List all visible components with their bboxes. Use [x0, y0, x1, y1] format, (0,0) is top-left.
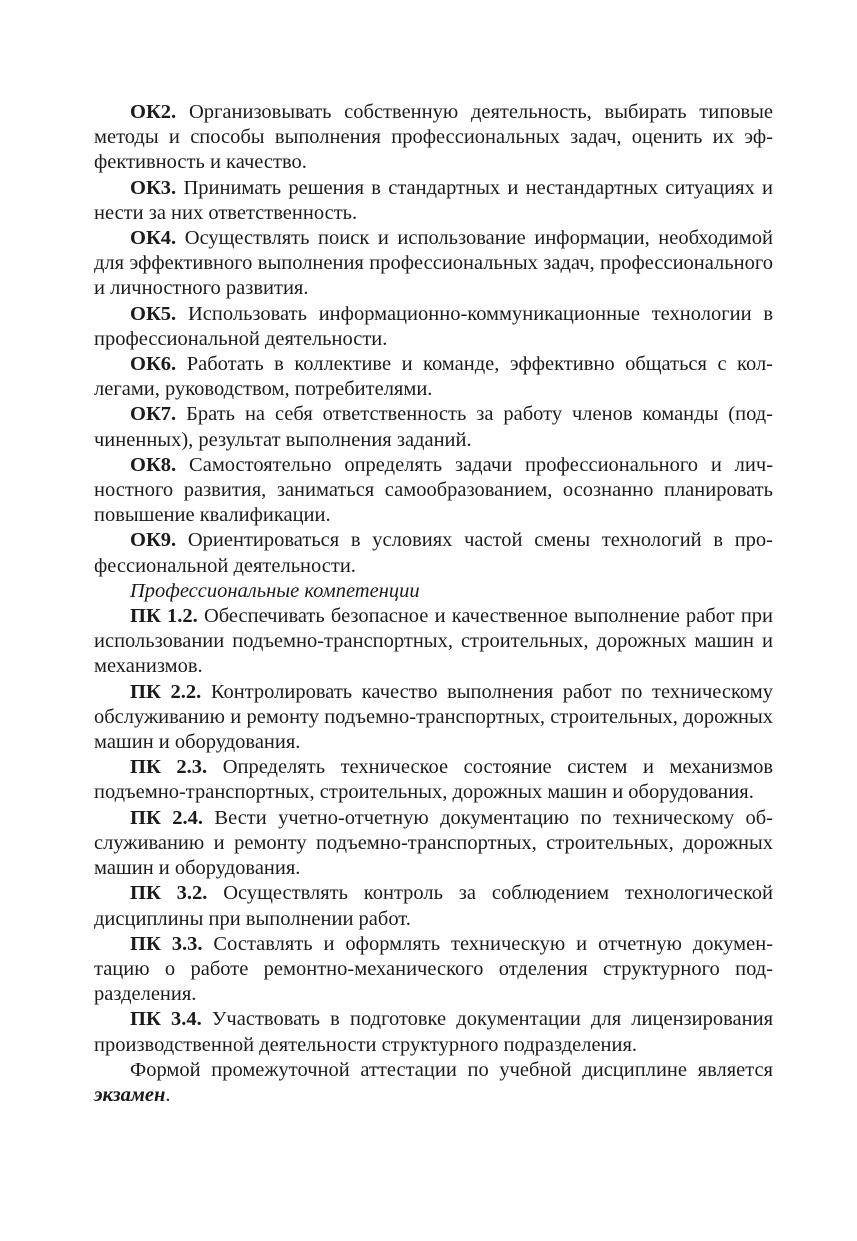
competency-text: Вести учетно-отчетную документацию по техническому обслуживанию и ремонту подъемно-транспортных, строительных, дорожных машин и оборудования. [94, 806, 773, 880]
competency-text: Обеспечивать безопасное и качественное выполнение работ при использовании подъемно-транспортных, строительных, дорожных машин и механизмов. [94, 605, 774, 678]
competency-code: ОК4. [130, 227, 177, 250]
competency-text: Ориентироваться в условиях частой смены технологий в профессиональной деятельности. [94, 529, 773, 577]
competency-code: ОК3. [130, 176, 177, 199]
competency-ok6 [94, 352, 773, 402]
competency-ok2 [94, 100, 773, 176]
competency-ok3 [94, 176, 773, 226]
competency-pk-3-2 [94, 881, 773, 931]
competency-pk-3-4 [94, 1007, 773, 1057]
competency-text: Осуществлять контроль за соблюдением технологической дисциплины при выполнении работ. [94, 882, 773, 930]
section-heading: Профессиональные компетенции [130, 579, 420, 602]
competency-pk-3-3 [94, 932, 773, 1008]
competency-code: ОК2. [130, 101, 177, 123]
competency-code: ОК8. [130, 453, 177, 476]
competency-text: Работать в коллективе и команде, эффективно общаться с коллегами, руководством, потребителями. [94, 353, 773, 401]
competency-code: ПК 2.3. [130, 756, 208, 779]
competency-code: ПК 2.4. [130, 806, 203, 829]
competency-pk-2-2 [94, 680, 773, 756]
competency-text: Составлять и оформлять техническую и отчетную документацию о работе ремонтно-механического отделения структурного подразделения. [94, 932, 774, 1006]
exam-emphasis: экзамен [94, 1083, 166, 1106]
competency-code: ПК 1.2. [130, 605, 198, 628]
competency-ok7 [94, 402, 773, 452]
competency-code: ОК7. [130, 403, 177, 426]
competency-text: Осуществлять поиск и использование информации, необходимой для эффективного выполнения профессиональных задач, профессионального и личностного развития. [94, 227, 773, 300]
competency-pk-2-3 [94, 755, 773, 805]
competency-text: Использовать информационно-коммуникационные технологии в профессиональной деятельности. [94, 302, 774, 350]
competency-text: Контролировать качество выполнения работ по техническому обслуживанию и ремонту подъемно-транспортных, строительных, дорожных машин и оборудования. [94, 680, 774, 754]
competency-ok5 [94, 302, 773, 352]
competency-text: Участвовать в подготовке документации для лицензирования производственной деятельности структурного подразделения. [94, 1008, 774, 1056]
closing-text: Формой промежуточной аттестации по учебной дисциплине является [130, 1058, 773, 1081]
competency-text: Брать на себя ответственность за работу членов команды (подчиненных), результат выполнения заданий. [94, 403, 773, 451]
competency-ok8 [94, 453, 773, 529]
competency-code: ПК 3.3. [130, 932, 203, 955]
competency-code: ОК5. [130, 302, 177, 325]
competency-text: Принимать решения в стандартных и нестандартных ситуациях и нести за них ответственность. [94, 176, 773, 224]
closing-period: . [165, 1083, 171, 1106]
competency-ok9 [94, 528, 773, 578]
competency-pk-2-4 [94, 806, 773, 882]
competency-pk-1-2 [94, 604, 773, 680]
competency-code: ПК 3.4. [130, 1008, 202, 1031]
closing-paragraph [94, 1058, 773, 1108]
document-page [94, 100, 773, 1108]
competency-code: ОК9. [130, 529, 177, 552]
competency-code: ПК 3.2. [130, 882, 208, 905]
competency-text: Самостоятельно определять задачи профессионального и личностного развития, заниматься самообразованием, осознанно планировать повышение квалификации. [94, 453, 774, 527]
competency-code: ОК6. [130, 353, 177, 376]
competency-code: ПК 2.2. [130, 680, 202, 703]
competency-text: Организовывать собственную деятельность, выбирать типовые методы и способы выполнения профессиональных задач, оценить их эффективность и качество. [94, 101, 774, 174]
competency-ok4 [94, 226, 773, 302]
competency-text: Определять техническое состояние систем и механизмов подъемно-транспортных, строительных, дорожных машин и оборудования. [94, 756, 774, 804]
